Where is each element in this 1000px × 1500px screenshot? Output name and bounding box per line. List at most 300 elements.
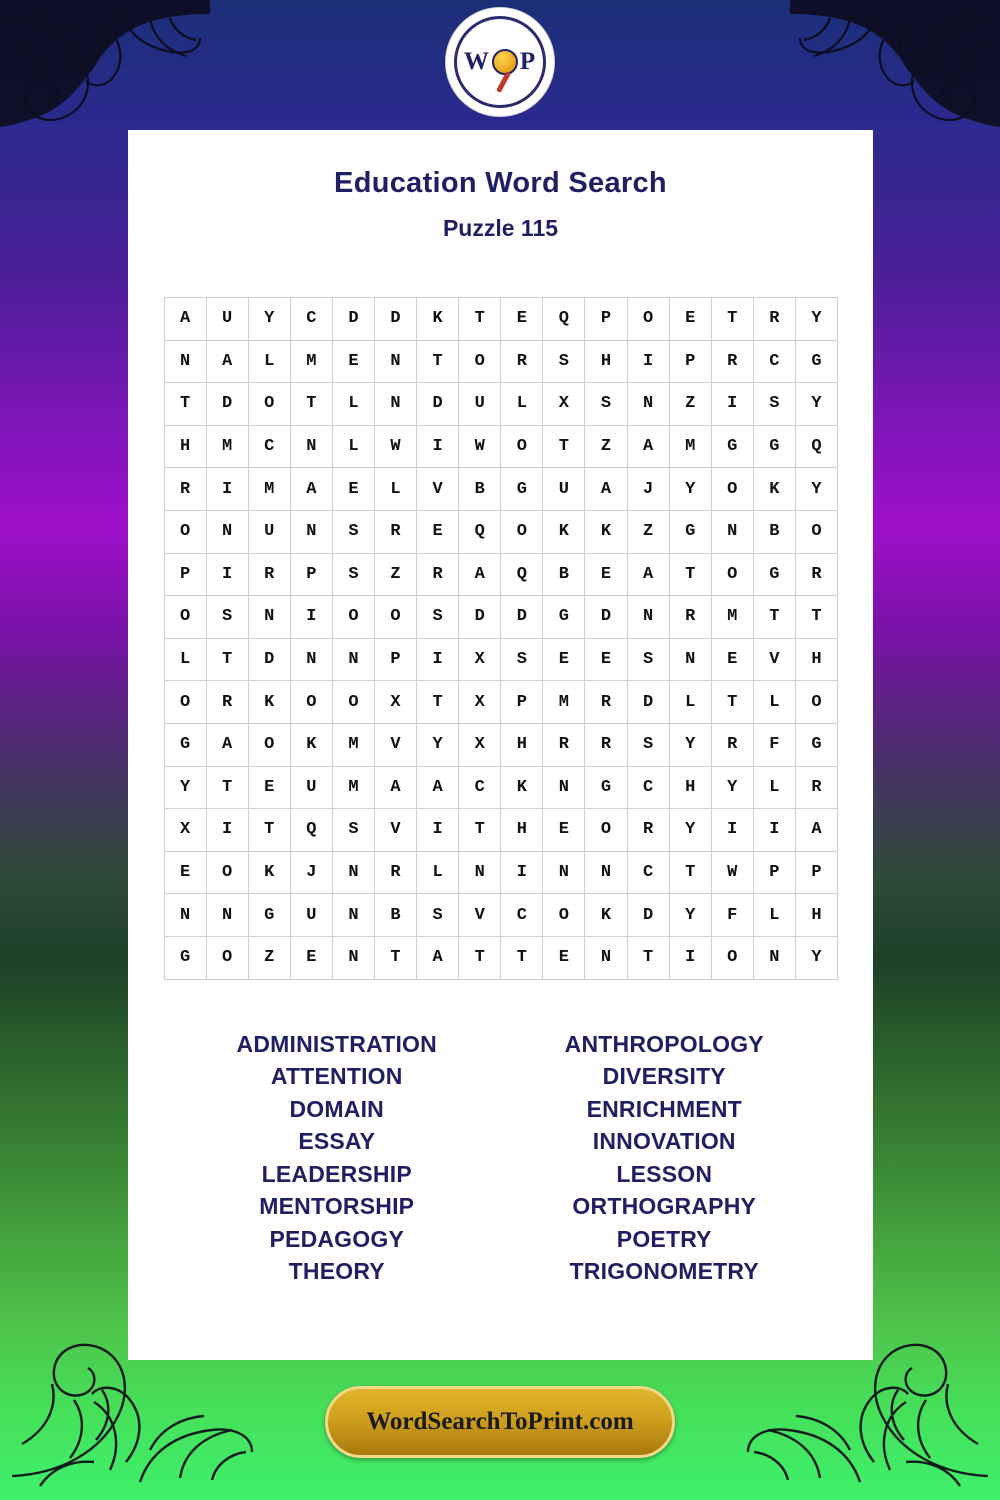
- grid-cell[interactable]: Y: [164, 766, 206, 809]
- grid-cell[interactable]: P: [669, 340, 711, 383]
- grid-cell[interactable]: D: [585, 596, 627, 639]
- word-list-item: LESSON: [616, 1160, 713, 1187]
- word-list-item: INNOVATION: [592, 1128, 736, 1154]
- grid-cell[interactable]: E: [585, 553, 627, 596]
- grid-cell[interactable]: A: [585, 468, 627, 511]
- grid-cell[interactable]: N: [459, 851, 501, 894]
- grid-cell[interactable]: O: [332, 681, 374, 724]
- site-logo: [446, 8, 554, 116]
- grid-cell[interactable]: I: [669, 936, 711, 979]
- grid-cell[interactable]: T: [627, 936, 669, 979]
- grid-cell[interactable]: Z: [585, 425, 627, 468]
- grid-cell[interactable]: E: [669, 298, 711, 341]
- grid-cell[interactable]: N: [290, 638, 332, 681]
- grid-cell[interactable]: G: [585, 766, 627, 809]
- grid-cell[interactable]: R: [248, 553, 290, 596]
- logo-left-letter: W: [463, 48, 490, 75]
- grid-cell[interactable]: G: [753, 553, 795, 596]
- word-list-item: ORTHOGRAPHY: [572, 1193, 757, 1219]
- grid-cell[interactable]: I: [501, 851, 543, 894]
- page-title: Education Word Search: [334, 167, 667, 199]
- grid-cell[interactable]: G: [753, 425, 795, 468]
- grid-cell[interactable]: L: [164, 638, 206, 681]
- grid-cell[interactable]: M: [711, 596, 753, 639]
- grid-cell[interactable]: T: [543, 425, 585, 468]
- grid-cell[interactable]: U: [206, 298, 248, 341]
- grid-cell[interactable]: F: [711, 894, 753, 937]
- grid-cell[interactable]: N: [585, 851, 627, 894]
- grid-cell[interactable]: G: [248, 894, 290, 937]
- grid-cell[interactable]: L: [501, 383, 543, 426]
- grid-cell[interactable]: T: [206, 638, 248, 681]
- grid-row: [164, 723, 838, 766]
- grid-cell[interactable]: Q: [543, 298, 585, 341]
- grid-cell[interactable]: D: [206, 383, 248, 426]
- grid-cell[interactable]: K: [417, 298, 459, 341]
- grid-cell[interactable]: O: [543, 894, 585, 937]
- grid-cell[interactable]: V: [374, 809, 416, 852]
- grid-cell[interactable]: N: [332, 894, 374, 937]
- grid-cell[interactable]: D: [627, 681, 669, 724]
- grid-row: [164, 936, 838, 979]
- grid-cell[interactable]: A: [795, 809, 837, 852]
- word-list-column-left: [173, 1028, 501, 1288]
- grid-cell[interactable]: T: [459, 298, 501, 341]
- grid-cell[interactable]: A: [206, 723, 248, 766]
- grid-cell[interactable]: R: [374, 510, 416, 553]
- grid-cell[interactable]: L: [417, 851, 459, 894]
- grid-cell[interactable]: S: [332, 510, 374, 553]
- grid-cell[interactable]: P: [753, 851, 795, 894]
- grid-cell[interactable]: I: [711, 383, 753, 426]
- grid-cell[interactable]: X: [543, 383, 585, 426]
- grid-cell[interactable]: M: [332, 766, 374, 809]
- grid-cell[interactable]: E: [248, 766, 290, 809]
- grid-cell[interactable]: L: [753, 766, 795, 809]
- grid-cell[interactable]: N: [543, 766, 585, 809]
- grid-cell[interactable]: O: [795, 510, 837, 553]
- grid-cell[interactable]: R: [669, 596, 711, 639]
- grid-cell[interactable]: H: [585, 340, 627, 383]
- grid-cell[interactable]: K: [290, 723, 332, 766]
- grid-cell[interactable]: L: [332, 425, 374, 468]
- grid-cell[interactable]: Y: [669, 894, 711, 937]
- word-list-item: ESSAY: [298, 1128, 376, 1154]
- grid-cell[interactable]: B: [374, 894, 416, 937]
- grid-row: [164, 766, 838, 809]
- grid-cell[interactable]: D: [374, 298, 416, 341]
- grid-cell[interactable]: Q: [795, 425, 837, 468]
- grid-cell[interactable]: T: [206, 766, 248, 809]
- grid-cell[interactable]: D: [332, 298, 374, 341]
- grid-cell[interactable]: S: [543, 340, 585, 383]
- grid-cell[interactable]: N: [164, 340, 206, 383]
- grid-row: [164, 638, 838, 681]
- grid-cell[interactable]: I: [290, 596, 332, 639]
- grid-cell[interactable]: K: [248, 681, 290, 724]
- grid-cell[interactable]: X: [459, 723, 501, 766]
- grid-cell[interactable]: N: [374, 340, 416, 383]
- logo-circle: [454, 16, 546, 108]
- grid-cell[interactable]: A: [459, 553, 501, 596]
- word-list-item: LEADERSHIP: [261, 1160, 412, 1187]
- word-list-item: PEDAGOGY: [269, 1225, 404, 1252]
- grid-cell[interactable]: E: [417, 510, 459, 553]
- grid-cell[interactable]: O: [795, 681, 837, 724]
- grid-cell[interactable]: S: [627, 723, 669, 766]
- grid-cell[interactable]: T: [290, 383, 332, 426]
- grid-cell[interactable]: Z: [669, 383, 711, 426]
- grid-cell[interactable]: I: [417, 425, 459, 468]
- grid-cell[interactable]: A: [290, 468, 332, 511]
- grid-cell[interactable]: E: [543, 638, 585, 681]
- grid-row: [164, 510, 838, 553]
- grid-cell[interactable]: D: [627, 894, 669, 937]
- grid-cell[interactable]: A: [627, 553, 669, 596]
- grid-cell[interactable]: T: [795, 596, 837, 639]
- grid-cell[interactable]: L: [753, 681, 795, 724]
- grid-cell[interactable]: A: [206, 340, 248, 383]
- grid-cell[interactable]: V: [753, 638, 795, 681]
- grid-cell[interactable]: N: [248, 596, 290, 639]
- word-list-item: POETRY: [616, 1225, 712, 1252]
- grid-cell[interactable]: T: [164, 383, 206, 426]
- grid-cell[interactable]: P: [290, 553, 332, 596]
- grid-cell[interactable]: H: [501, 809, 543, 852]
- grid-cell[interactable]: T: [711, 298, 753, 341]
- grid-cell[interactable]: N: [753, 936, 795, 979]
- grid-cell[interactable]: X: [459, 681, 501, 724]
- grid-cell[interactable]: T: [501, 936, 543, 979]
- grid-cell[interactable]: N: [711, 510, 753, 553]
- grid-cell[interactable]: N: [164, 894, 206, 937]
- puzzle-sheet: [128, 130, 873, 1360]
- grid-cell[interactable]: E: [290, 936, 332, 979]
- grid-row: [164, 851, 838, 894]
- grid-cell[interactable]: B: [753, 510, 795, 553]
- grid-cell[interactable]: Q: [290, 809, 332, 852]
- grid-cell[interactable]: M: [543, 681, 585, 724]
- grid-cell[interactable]: N: [669, 638, 711, 681]
- grid-cell[interactable]: P: [795, 851, 837, 894]
- grid-cell[interactable]: J: [627, 468, 669, 511]
- grid-cell[interactable]: O: [164, 681, 206, 724]
- grid-cell[interactable]: N: [290, 510, 332, 553]
- grid-cell[interactable]: Q: [501, 553, 543, 596]
- grid-cell[interactable]: S: [501, 638, 543, 681]
- grid-cell[interactable]: O: [164, 596, 206, 639]
- grid-cell[interactable]: D: [248, 638, 290, 681]
- grid-row: [164, 298, 838, 341]
- grid-cell[interactable]: I: [206, 809, 248, 852]
- grid-cell[interactable]: V: [459, 894, 501, 937]
- grid-cell[interactable]: P: [501, 681, 543, 724]
- grid-cell[interactable]: A: [374, 766, 416, 809]
- grid-row: [164, 340, 838, 383]
- grid-cell[interactable]: Y: [795, 298, 837, 341]
- grid-cell[interactable]: O: [711, 468, 753, 511]
- grid-cell[interactable]: K: [248, 851, 290, 894]
- grid-cell[interactable]: K: [585, 894, 627, 937]
- word-list-item: MENTORSHIP: [259, 1193, 415, 1219]
- grid-cell[interactable]: Z: [374, 553, 416, 596]
- grid-cell[interactable]: T: [417, 340, 459, 383]
- grid-cell[interactable]: Y: [711, 766, 753, 809]
- grid-cell[interactable]: Y: [795, 468, 837, 511]
- grid-cell[interactable]: C: [459, 766, 501, 809]
- grid-cell[interactable]: F: [753, 723, 795, 766]
- grid-cell[interactable]: H: [164, 425, 206, 468]
- grid-cell[interactable]: T: [711, 681, 753, 724]
- grid-cell[interactable]: I: [627, 340, 669, 383]
- grid-cell[interactable]: D: [417, 383, 459, 426]
- grid-cell[interactable]: U: [459, 383, 501, 426]
- grid-cell[interactable]: R: [711, 340, 753, 383]
- grid-cell[interactable]: R: [206, 681, 248, 724]
- grid-cell[interactable]: T: [669, 851, 711, 894]
- grid-cell[interactable]: T: [374, 936, 416, 979]
- grid-cell[interactable]: I: [206, 553, 248, 596]
- letter-grid-table: [164, 297, 839, 980]
- grid-cell[interactable]: Y: [669, 468, 711, 511]
- grid-cell[interactable]: A: [417, 936, 459, 979]
- grid-cell[interactable]: G: [669, 510, 711, 553]
- grid-cell[interactable]: E: [332, 340, 374, 383]
- grid-cell[interactable]: E: [332, 468, 374, 511]
- grid-cell[interactable]: E: [585, 638, 627, 681]
- grid-row: [164, 596, 838, 639]
- grid-cell[interactable]: P: [585, 298, 627, 341]
- grid-cell[interactable]: O: [627, 298, 669, 341]
- grid-cell[interactable]: Y: [248, 298, 290, 341]
- grid-cell[interactable]: B: [459, 468, 501, 511]
- grid-cell[interactable]: E: [543, 936, 585, 979]
- grid-cell[interactable]: Z: [627, 510, 669, 553]
- grid-cell[interactable]: W: [374, 425, 416, 468]
- grid-cell[interactable]: S: [206, 596, 248, 639]
- grid-cell[interactable]: K: [753, 468, 795, 511]
- grid-cell[interactable]: R: [374, 851, 416, 894]
- grid-cell[interactable]: W: [459, 425, 501, 468]
- grid-cell[interactable]: S: [753, 383, 795, 426]
- grid-cell[interactable]: P: [374, 638, 416, 681]
- grid-cell[interactable]: N: [374, 383, 416, 426]
- grid-cell[interactable]: E: [164, 851, 206, 894]
- grid-cell[interactable]: R: [585, 681, 627, 724]
- grid-cell[interactable]: R: [711, 723, 753, 766]
- logo-right-letter: P: [519, 48, 537, 75]
- grid-cell[interactable]: V: [374, 723, 416, 766]
- grid-cell[interactable]: Y: [669, 723, 711, 766]
- grid-cell[interactable]: O: [164, 510, 206, 553]
- grid-cell[interactable]: G: [164, 936, 206, 979]
- grid-cell[interactable]: H: [501, 723, 543, 766]
- grid-cell[interactable]: O: [711, 553, 753, 596]
- word-list-item: ADMINISTRATION: [236, 1030, 437, 1057]
- grid-cell[interactable]: T: [417, 681, 459, 724]
- grid-cell[interactable]: D: [501, 596, 543, 639]
- word-list-item: THEORY: [288, 1258, 385, 1284]
- grid-cell[interactable]: R: [164, 468, 206, 511]
- grid-cell[interactable]: R: [753, 298, 795, 341]
- grid-cell[interactable]: E: [711, 638, 753, 681]
- grid-cell[interactable]: O: [332, 596, 374, 639]
- word-list-item: ANTHROPOLOGY: [564, 1030, 764, 1057]
- word-list-column-right: [501, 1028, 829, 1288]
- grid-cell[interactable]: H: [795, 638, 837, 681]
- grid-cell[interactable]: R: [501, 340, 543, 383]
- grid-cell[interactable]: O: [206, 851, 248, 894]
- grid-row: [164, 468, 838, 511]
- grid-cell[interactable]: R: [417, 553, 459, 596]
- grid-cell[interactable]: S: [332, 553, 374, 596]
- grid-cell[interactable]: I: [753, 809, 795, 852]
- grid-cell[interactable]: A: [417, 766, 459, 809]
- grid-cell[interactable]: C: [248, 425, 290, 468]
- grid-cell[interactable]: T: [669, 553, 711, 596]
- grid-cell[interactable]: T: [248, 809, 290, 852]
- grid-cell[interactable]: G: [501, 468, 543, 511]
- grid-cell[interactable]: Y: [417, 723, 459, 766]
- grid-cell[interactable]: K: [501, 766, 543, 809]
- corner-flourish-top-right: [790, 0, 1000, 150]
- grid-cell[interactable]: N: [543, 851, 585, 894]
- grid-cell[interactable]: N: [332, 638, 374, 681]
- grid-cell[interactable]: V: [417, 468, 459, 511]
- grid-cell[interactable]: C: [753, 340, 795, 383]
- grid-cell[interactable]: A: [164, 298, 206, 341]
- grid-row: [164, 553, 838, 596]
- grid-cell[interactable]: K: [585, 510, 627, 553]
- grid-cell[interactable]: R: [795, 553, 837, 596]
- grid-cell[interactable]: M: [248, 468, 290, 511]
- grid-cell[interactable]: Z: [248, 936, 290, 979]
- grid-cell[interactable]: S: [585, 383, 627, 426]
- grid-cell[interactable]: O: [290, 681, 332, 724]
- grid-cell[interactable]: U: [248, 510, 290, 553]
- grid-cell[interactable]: S: [627, 638, 669, 681]
- grid-cell[interactable]: Y: [795, 383, 837, 426]
- grid-cell[interactable]: O: [711, 936, 753, 979]
- grid-cell[interactable]: O: [248, 723, 290, 766]
- grid-cell[interactable]: S: [332, 809, 374, 852]
- grid-cell[interactable]: S: [417, 596, 459, 639]
- grid-cell[interactable]: J: [290, 851, 332, 894]
- grid-cell[interactable]: I: [206, 468, 248, 511]
- grid-cell[interactable]: U: [543, 468, 585, 511]
- grid-cell[interactable]: C: [290, 298, 332, 341]
- grid-cell[interactable]: A: [627, 425, 669, 468]
- grid-cell[interactable]: U: [290, 766, 332, 809]
- word-list-item: ATTENTION: [270, 1063, 403, 1089]
- grid-cell[interactable]: I: [417, 809, 459, 852]
- grid-cell[interactable]: R: [585, 723, 627, 766]
- grid-cell[interactable]: E: [501, 298, 543, 341]
- grid-cell[interactable]: T: [753, 596, 795, 639]
- grid-cell[interactable]: I: [417, 638, 459, 681]
- grid-cell[interactable]: C: [627, 766, 669, 809]
- grid-cell[interactable]: O: [585, 809, 627, 852]
- grid-cell[interactable]: X: [164, 809, 206, 852]
- grid-cell[interactable]: T: [459, 809, 501, 852]
- grid-cell[interactable]: B: [543, 553, 585, 596]
- site-url-badge[interactable]: [325, 1386, 675, 1458]
- grid-cell[interactable]: O: [206, 936, 248, 979]
- word-list-item: TRIGONOMETRY: [569, 1258, 759, 1284]
- grid-cell[interactable]: N: [627, 383, 669, 426]
- grid-cell[interactable]: E: [543, 809, 585, 852]
- grid-cell[interactable]: C: [501, 894, 543, 937]
- grid-cell[interactable]: G: [543, 596, 585, 639]
- grid-cell[interactable]: G: [164, 723, 206, 766]
- page-subtitle: Puzzle 115: [442, 215, 559, 241]
- grid-cell[interactable]: R: [627, 809, 669, 852]
- grid-cell[interactable]: R: [543, 723, 585, 766]
- grid-cell[interactable]: H: [795, 894, 837, 937]
- grid-cell[interactable]: O: [501, 510, 543, 553]
- grid-cell[interactable]: T: [459, 936, 501, 979]
- grid-cell[interactable]: G: [795, 340, 837, 383]
- site-url-label: WordSearchToPrint.com: [366, 1408, 634, 1435]
- grid-cell[interactable]: R: [795, 766, 837, 809]
- grid-cell[interactable]: N: [206, 510, 248, 553]
- word-search-grid[interactable]: [164, 297, 838, 980]
- grid-cell[interactable]: L: [248, 340, 290, 383]
- grid-cell[interactable]: I: [711, 809, 753, 852]
- grid-cell[interactable]: M: [206, 425, 248, 468]
- grid-cell[interactable]: N: [627, 596, 669, 639]
- grid-cell[interactable]: X: [459, 638, 501, 681]
- grid-cell[interactable]: N: [332, 936, 374, 979]
- grid-cell[interactable]: O: [459, 340, 501, 383]
- grid-cell[interactable]: H: [669, 766, 711, 809]
- grid-cell[interactable]: K: [543, 510, 585, 553]
- grid-cell[interactable]: M: [669, 425, 711, 468]
- grid-cell[interactable]: M: [290, 340, 332, 383]
- grid-cell[interactable]: L: [669, 681, 711, 724]
- grid-cell[interactable]: G: [795, 723, 837, 766]
- grid-cell[interactable]: N: [290, 425, 332, 468]
- grid-cell[interactable]: U: [290, 894, 332, 937]
- grid-cell[interactable]: Y: [669, 809, 711, 852]
- grid-cell[interactable]: D: [459, 596, 501, 639]
- word-list: [128, 1028, 873, 1288]
- grid-cell[interactable]: O: [248, 383, 290, 426]
- grid-cell[interactable]: M: [332, 723, 374, 766]
- grid-row: [164, 383, 838, 426]
- grid-cell[interactable]: P: [164, 553, 206, 596]
- word-list-item: DIVERSITY: [602, 1063, 726, 1089]
- grid-cell[interactable]: O: [501, 425, 543, 468]
- grid-cell[interactable]: C: [627, 851, 669, 894]
- grid-row: [164, 681, 838, 724]
- grid-cell[interactable]: L: [374, 468, 416, 511]
- grid-cell[interactable]: N: [206, 894, 248, 937]
- grid-cell[interactable]: Y: [795, 936, 837, 979]
- grid-cell[interactable]: G: [711, 425, 753, 468]
- grid-cell[interactable]: N: [585, 936, 627, 979]
- corner-flourish-top-left: [0, 0, 210, 150]
- grid-cell[interactable]: N: [332, 851, 374, 894]
- grid-cell[interactable]: L: [753, 894, 795, 937]
- magnifier-icon: [492, 49, 518, 75]
- grid-cell[interactable]: Q: [459, 510, 501, 553]
- grid-cell[interactable]: O: [374, 596, 416, 639]
- grid-cell[interactable]: X: [374, 681, 416, 724]
- grid-cell[interactable]: W: [711, 851, 753, 894]
- grid-cell[interactable]: L: [332, 383, 374, 426]
- grid-cell[interactable]: S: [417, 894, 459, 937]
